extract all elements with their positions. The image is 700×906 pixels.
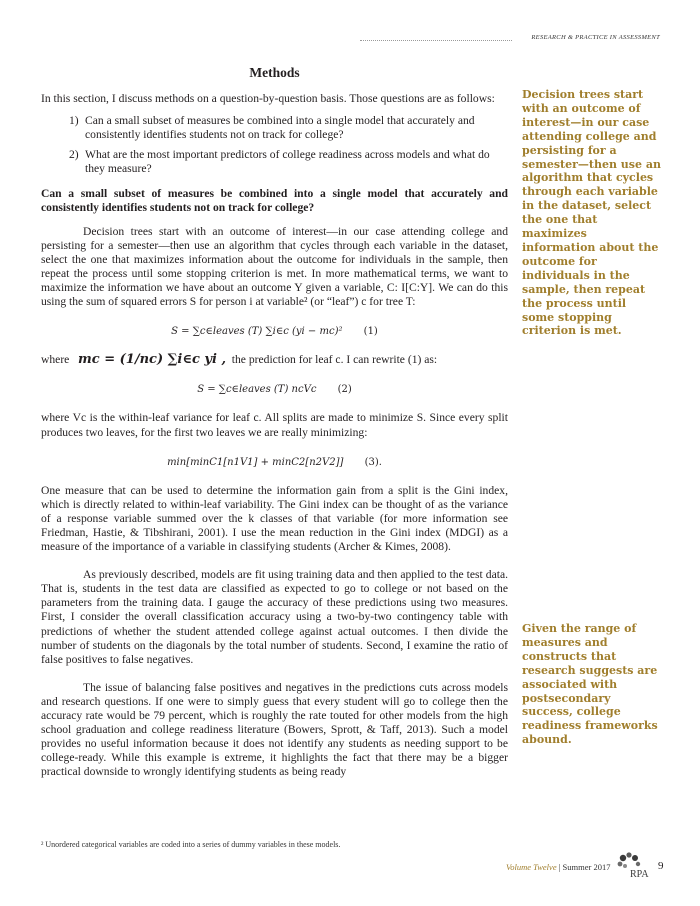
where-suffix: the prediction for leaf c. I can rewrite (1) as: — [231, 353, 438, 367]
body-paragraph: As previously described, models are fit using training data and then applied to the test data. That is, students in the test data are classified as expected to go to college or not based on the parameters from the training data. I gauge the accuracy of these predictions using two measures. First, I consider the overall classification accuracy using a two-by-two contingency table with predictions of whether the student attended college against actual outcomes. I then divide the number of students on the diagonals by the total number of students. Second, I examine the ratio of false positives to false negatives. — [41, 568, 508, 666]
where-prefix: where — [41, 353, 70, 367]
page-footer — [506, 862, 610, 872]
main-column — [41, 60, 508, 779]
footer-issue: Summer 2017 — [562, 862, 611, 872]
equation-1 — [41, 325, 508, 339]
equation-expression: S = ∑c∈leaves (T) ∑i∈c (yi − mc)² — [171, 326, 343, 338]
body-paragraph: where Vc is the within-leaf variance for leaf c. All splits are made to minimize S. Since every split produces two leaves, for the first two leaves we are really minimizing: — [41, 411, 508, 439]
page-number: 9 — [658, 860, 664, 872]
running-title: RESEARCH & PRACTICE IN ASSESSMENT — [531, 34, 660, 41]
question-text: What are the most important predictors of college readiness across models and what do they measure? — [85, 148, 490, 176]
running-header — [360, 34, 660, 46]
equation-3 — [41, 456, 508, 470]
pull-quote: Given the range of measures and constructs that research suggests are associated with postsecondary success, college readiness frameworks abound. — [522, 622, 658, 747]
question-number: 1) — [69, 114, 79, 128]
equation-2 — [41, 383, 508, 397]
equation-number: (2) — [337, 384, 352, 396]
footnote: ² Unordered categorical variables are coded into a series of dummy variables in these models. — [41, 840, 341, 849]
question-list — [69, 114, 508, 176]
mean-formula: mc = (1/nc) ∑i∈c yi , — [78, 352, 226, 368]
equation-number: (1) — [363, 326, 378, 338]
equation-expression: min[minC1[n1V1] + minC2[n2V2]] — [167, 456, 344, 468]
question-number: 2) — [69, 148, 79, 162]
rpa-logo — [615, 852, 655, 880]
body-paragraph: The issue of balancing false positives and negatives in the predictions cuts across models and research questions. If one were to simply guess that every student will go to college then the accuracy rate would be 79 percent, which is roughly the rate touted for other models from the high school graduation and college readiness literature (Bowers, Sprott, & Taff, 2013). Such a model provides no useful information because it does not identify any students as needing support to be college-ready. While this example is extreme, it highlights the fact that there may be a bigger practical downside to wrongly identifying students as being ready — [41, 680, 508, 779]
question-text: Can a small subset of measures be combined into a single model that accurately and consistently identifies students not on track for college? — [85, 114, 475, 142]
logo-text: RPA — [630, 869, 649, 880]
header-dotted-rule — [360, 40, 512, 41]
subheading: Can a small subset of measures be combined into a single model that accurately and consistently identifies students not on track for college? — [41, 186, 508, 214]
equation-expression: S = ∑c∈leaves (T) ncVc — [197, 384, 317, 396]
question-item — [69, 114, 508, 142]
body-paragraph: One measure that can be used to determine the information gain from a split is the Gini index, which is directly related to within-leaf variability. The Gini index can be thought of as the variance of a response variable summed over the k classes of that variable (for more information see Friedman, Hastie, & Tibshirani, 2001). I use the mean reduction in the Gini index (MDGI) as a measure of the importance of a variable in classifying students (Archer & Kimes, 2008). — [41, 483, 508, 554]
equation-number: (3). — [364, 456, 382, 468]
footer-separator: | — [556, 862, 563, 872]
pull-quote: Decision trees start with an outcome of interest—in our case attending college and persisting for a semester—then use an algorithm that cycles through each variable in the dataset, select the one that maximizes information about the outcome for individuals in the sample, then repeat the process until some stopping criterion is met. — [522, 88, 661, 338]
section-title: Methods — [249, 65, 300, 80]
body-paragraph: Decision trees start with an outcome of interest—in our case attending college and persisting for a semester—then use an algorithm that cycles through each variable in the dataset, select the one that maximizes information about the outcome for individuals in the sample, then repeat the process until some stopping criterion is met. In more mathematical terms, we want to maximize the information we have about an outcome Y given a variable, C: I[C:Y]. We can do this using the sum of squared errors S for person i at variable² (or “leaf”) c for tree T: — [41, 224, 508, 309]
where-line — [41, 353, 508, 367]
footer-volume: Volume Twelve — [506, 862, 557, 872]
intro-paragraph: In this section, I discuss methods on a question-by-question basis. Those questions are as follows: — [41, 92, 495, 106]
question-item — [69, 148, 508, 176]
